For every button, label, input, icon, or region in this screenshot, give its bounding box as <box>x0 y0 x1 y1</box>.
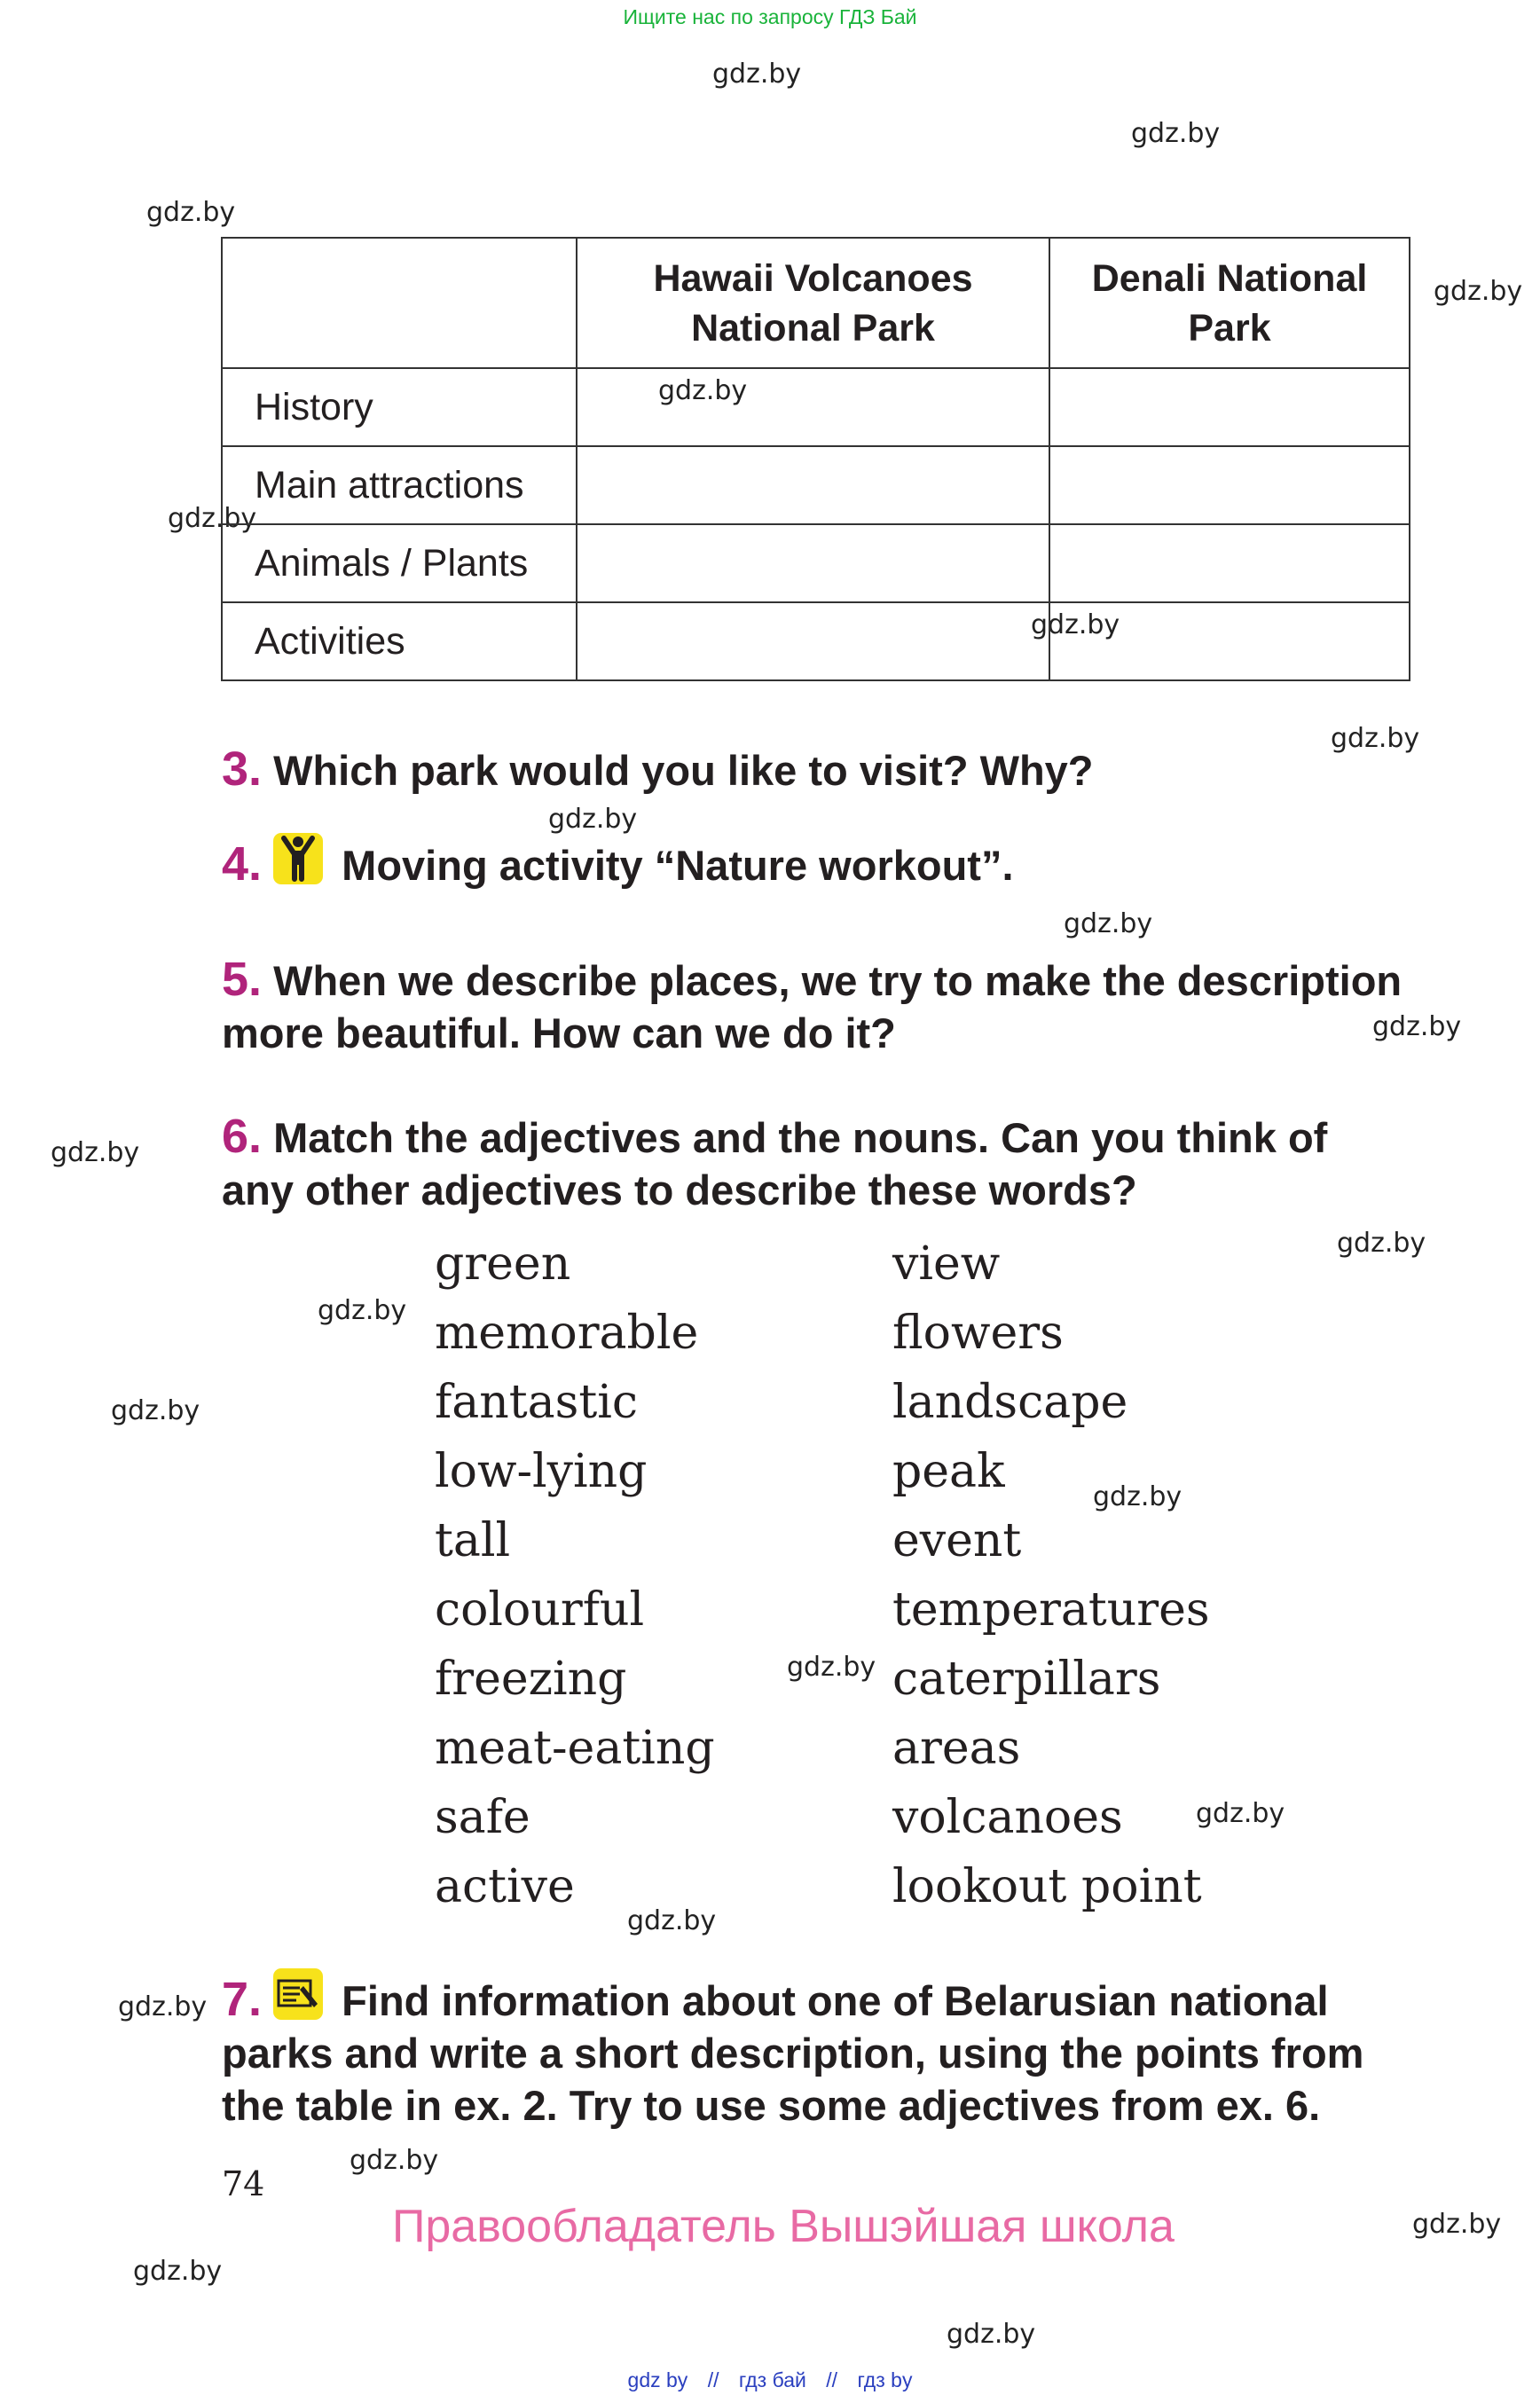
adjective-item: green <box>435 1237 571 1291</box>
adjectives-list <box>435 1229 715 1921</box>
adjective-item: active <box>435 1860 575 1913</box>
adjective-item: colourful <box>435 1583 645 1637</box>
task-text: Match the adjectives and the nouns. Can you think of any other adjectives to describe these words? <box>222 1114 1328 1213</box>
task-4 <box>222 838 1410 891</box>
task-text: When we describe places, we try to make the description more beautiful. How can we do it? <box>222 957 1402 1056</box>
table-cell <box>577 602 1049 680</box>
table-cell <box>1049 524 1410 602</box>
task-text: Find information about one of Belarusian national parks and write a short description, using the points from the table in ex. 2. Try to use some adjectives from ex. 6. <box>222 1977 1364 2129</box>
task-number: 5. <box>222 953 263 1006</box>
watermark: gdz.by <box>1372 1011 1462 1042</box>
watermark: gdz.by <box>51 1137 140 1168</box>
watermark: gdz.by <box>1064 908 1153 939</box>
watermark: gdz.by <box>627 1905 717 1936</box>
watermark: gdz.by <box>350 2145 439 2176</box>
table-row-label-history: History <box>222 368 577 446</box>
table-cell <box>1049 602 1410 680</box>
noun-item: caterpillars <box>892 1653 1161 1706</box>
adjective-item: meat-eating <box>435 1722 715 1775</box>
watermark: gdz.by <box>111 1395 200 1426</box>
watermark: gdz.by <box>1412 2209 1502 2240</box>
noun-item: peak <box>892 1445 1005 1498</box>
table-cell <box>1049 446 1410 524</box>
adjective-item: freezing <box>435 1653 627 1706</box>
table-cell <box>577 524 1049 602</box>
watermark: gdz.by <box>1131 118 1221 149</box>
moving-person-icon <box>273 833 323 884</box>
rights-holder: Правообладатель Вышэйшая школа <box>392 2201 1175 2252</box>
watermark: gdz.by <box>1031 609 1120 640</box>
footer-separator: // <box>707 2368 719 2391</box>
watermark: gdz.by <box>548 804 638 835</box>
table-row-label-activities: Activities <box>222 602 577 680</box>
noun-item: flowers <box>892 1307 1064 1360</box>
table-header-empty <box>222 238 577 368</box>
noun-item: landscape <box>892 1376 1128 1429</box>
task-number: 6. <box>222 1110 263 1163</box>
top-note: Ищите нас по запросу ГДЗ Бай <box>623 5 917 28</box>
footer-link[interactable]: gdz by <box>627 2368 688 2391</box>
watermark: gdz.by <box>1093 1481 1182 1512</box>
footer <box>0 2368 1540 2392</box>
page-number: 74 <box>222 2164 265 2203</box>
watermark: gdz.by <box>787 1652 876 1683</box>
watermark: gdz.by <box>133 2256 223 2287</box>
watermark: gdz.by <box>712 59 802 90</box>
task-3 <box>222 743 1410 797</box>
adjective-item: memorable <box>435 1307 699 1360</box>
adjective-item: fantastic <box>435 1376 638 1429</box>
watermark: gdz.by <box>168 503 257 534</box>
task-5 <box>222 954 1410 1059</box>
noun-item: event <box>892 1514 1022 1567</box>
adjective-item: low-lying <box>435 1445 648 1498</box>
table-header-denali: Denali National Park <box>1049 238 1410 368</box>
footer-link[interactable]: гдз by <box>857 2368 913 2391</box>
watermark: gdz.by <box>318 1295 407 1326</box>
watermark: gdz.by <box>1434 276 1523 307</box>
footer-separator: // <box>826 2368 838 2391</box>
parks-table <box>221 237 1410 681</box>
noun-item: areas <box>892 1722 1021 1775</box>
watermark: gdz.by <box>146 197 236 228</box>
task-number: 4. <box>222 837 263 891</box>
noun-item: view <box>892 1237 1001 1291</box>
watermark: gdz.by <box>1337 1228 1426 1259</box>
watermark: gdz.by <box>118 1991 208 2022</box>
watermark: gdz.by <box>658 375 748 406</box>
task-text: Moving activity “Nature workout”. <box>342 842 1014 889</box>
table-cell <box>577 446 1049 524</box>
table-cell <box>577 368 1049 446</box>
task-7 <box>222 1974 1410 2132</box>
nouns-list <box>892 1229 1210 1921</box>
task-number: 3. <box>222 742 263 796</box>
task-number: 7. <box>222 1973 263 2026</box>
noun-item: lookout point <box>892 1860 1202 1913</box>
footer-link[interactable]: гдз бай <box>738 2368 806 2391</box>
table-row-label-attractions: Main attractions <box>222 446 577 524</box>
noun-item: temperatures <box>892 1583 1210 1637</box>
table-row-label-animals: Animals / Plants <box>222 524 577 602</box>
watermark: gdz.by <box>947 2319 1036 2350</box>
watermark: gdz.by <box>1196 1798 1285 1829</box>
adjective-item: safe <box>435 1791 530 1844</box>
task-text: Which park would you like to visit? Why? <box>273 747 1094 794</box>
book-search-icon <box>273 1968 323 2020</box>
watermark: gdz.by <box>1331 723 1420 754</box>
table-cell <box>1049 368 1410 446</box>
noun-item: volcanoes <box>892 1791 1123 1844</box>
table-header-hawaii: Hawaii Volcanoes National Park <box>577 238 1049 368</box>
adjective-item: tall <box>435 1514 511 1567</box>
task-6 <box>222 1111 1410 1216</box>
